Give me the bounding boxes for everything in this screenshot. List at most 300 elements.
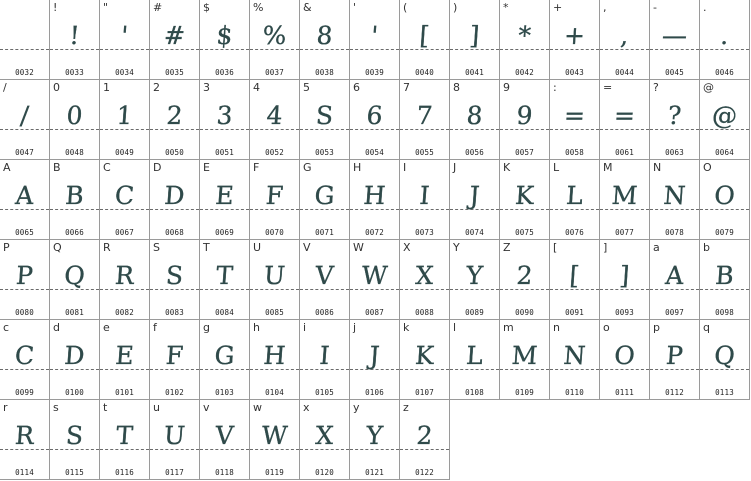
cell-char-label: 3 [203,81,210,94]
glyph-cell-0049[interactable] [100,80,150,160]
glyph-cell-0102[interactable] [150,320,200,400]
cell-char-label: 6 [353,81,360,94]
glyph-cell-0032[interactable] [0,0,50,80]
glyph-sample: # [163,21,187,50]
char-code-label: 0122 [415,468,434,477]
glyph-cell-0075[interactable] [500,160,550,240]
char-code-label: 0090 [515,308,534,317]
glyph-cell-0085[interactable] [250,240,300,320]
glyph-cell-0082[interactable] [100,240,150,320]
glyph-cell-0033[interactable] [50,0,100,80]
cell-char-label: o [603,321,610,334]
glyph-cell-0107[interactable] [400,320,450,400]
char-code-label: 0076 [565,228,584,237]
glyph-cell-0110[interactable] [550,320,600,400]
cell-char-label: [ [553,241,558,254]
glyph-sample: T [215,261,234,290]
glyph-sample: 3 [215,101,234,130]
char-code-label: 0087 [365,308,384,317]
glyph-cell-0093[interactable] [600,240,650,320]
glyph-cell-0054[interactable] [350,80,400,160]
glyph-sample: $ [215,21,234,50]
glyph-cell-0063[interactable] [650,80,700,160]
cell-char-label: w [253,401,262,414]
glyph-sample: T [115,421,134,450]
char-code-label: 0040 [415,68,434,77]
cell-char-label: a [653,241,660,254]
glyph-cell-0100[interactable] [50,320,100,400]
glyph-cell-0121[interactable] [350,400,400,480]
cell-char-label: : [553,81,557,94]
char-code-label: 0058 [565,148,584,157]
cell-char-label: X [403,241,411,254]
glyph-cell-0051[interactable] [200,80,250,160]
cell-char-label: E [203,161,210,174]
char-code-label: 0106 [365,388,384,397]
char-code-label: 0109 [515,388,534,397]
cell-char-label: n [553,321,560,334]
glyph-cell-0083[interactable] [150,240,200,320]
char-code-label: 0053 [315,148,334,157]
char-code-label: 0069 [215,228,234,237]
char-code-label: 0112 [665,388,684,397]
cell-char-label: / [3,81,7,94]
cell-char-label: p [653,321,660,334]
glyph-cell-0089[interactable] [450,240,500,320]
cell-char-label: # [153,1,163,14]
glyph-cell-0035[interactable] [150,0,200,80]
char-code-label: 0091 [565,308,584,317]
char-code-label: 0110 [565,388,584,397]
char-code-label: 0086 [315,308,334,317]
cell-char-label: P [3,241,10,254]
glyph-sample: J [368,341,381,370]
glyph-sample: ] [618,261,631,290]
cell-char-label: h [253,321,260,334]
char-code-label: 0099 [15,388,34,397]
glyph-cell-0038[interactable] [300,0,350,80]
glyph-sample: S [314,101,335,130]
cell-char-label: 1 [103,81,110,94]
glyph-sample: 2 [415,421,434,450]
glyph-cell-0105[interactable] [300,320,350,400]
char-code-label: 0057 [515,148,534,157]
cell-char-label: B [53,161,61,174]
glyph-sample: K [514,181,535,210]
char-code-label: 0067 [115,228,134,237]
glyph-sample: U [262,261,287,290]
glyph-sample: L [465,341,484,370]
glyph-cell-0036[interactable] [200,0,250,80]
char-code-label: 0078 [665,228,684,237]
char-code-label: 0051 [215,148,234,157]
cell-char-label: c [3,321,10,334]
glyph-cell-0081[interactable] [50,240,100,320]
glyph-sample: S [64,421,85,450]
char-code-label: 0044 [615,68,634,77]
glyph-cell-0041[interactable] [450,0,500,80]
glyph-sample: = [613,101,637,130]
cell-char-label: u [153,401,160,414]
glyph-sample: P [15,261,34,290]
glyph-cell-0114[interactable] [0,400,50,480]
cell-char-label: C [103,161,111,174]
glyph-sample: 0 [65,101,84,130]
glyph-cell-0117[interactable] [150,400,200,480]
char-code-label: 0056 [465,148,484,157]
glyph-cell-0101[interactable] [100,320,150,400]
glyph-cell-0090[interactable] [500,240,550,320]
glyph-sample: V [214,421,235,450]
glyph-sample: E [214,181,235,210]
glyph-cell-0118[interactable] [200,400,250,480]
glyph-cell-0098[interactable] [700,240,750,320]
char-code-label: 0073 [415,228,434,237]
cell-char-label: ' [353,1,357,14]
glyph-cell-0109[interactable] [500,320,550,400]
cell-char-label: ( [403,1,408,14]
char-code-label: 0034 [115,68,134,77]
glyph-sample: ? [666,101,683,130]
glyph-cell-0070[interactable] [250,160,300,240]
cell-char-label: & [303,1,312,14]
cell-char-label: K [503,161,511,174]
glyph-sample: Y [465,261,484,290]
char-code-label: 0105 [315,388,334,397]
glyph-cell-0076[interactable] [550,160,600,240]
glyph-cell-0058[interactable] [550,80,600,160]
glyph-cell-0104[interactable] [250,320,300,400]
char-code-label: 0054 [365,148,384,157]
cell-char-label: s [53,401,59,414]
glyph-sample: @ [711,101,739,130]
glyph-sample: , [619,21,630,50]
cell-char-label: Y [453,241,460,254]
glyph-sample: V [314,261,335,290]
cell-char-label: m [503,321,514,334]
char-code-label: 0033 [65,68,84,77]
glyph-sample: % [261,21,288,50]
glyph-sample: C [13,341,36,370]
cell-char-label: $ [203,1,210,14]
glyph-sample: L [565,181,584,210]
glyph-sample: 2 [165,101,184,130]
glyph-cell-0077[interactable] [600,160,650,240]
glyph-cell-0045[interactable] [650,0,700,80]
glyph-cell-0037[interactable] [250,0,300,80]
glyph-sample: 8 [465,101,484,130]
cell-char-label: q [703,321,710,334]
glyph-cell-0078[interactable] [650,160,700,240]
cell-char-label: b [703,241,710,254]
cell-char-label: t [103,401,108,414]
cell-char-label: I [403,161,407,174]
cell-char-label: D [153,161,162,174]
glyph-sample: M [610,181,639,210]
glyph-sample: Y [365,421,384,450]
char-code-label: 0111 [615,388,634,397]
glyph-sample: H [362,181,387,210]
char-code-label: 0077 [615,228,634,237]
glyph-cell-0103[interactable] [200,320,250,400]
char-code-label: 0052 [265,148,284,157]
glyph-sample: [ [418,21,431,50]
cell-char-label: f [153,321,157,334]
cell-char-label: G [303,161,312,174]
char-code-label: 0089 [465,308,484,317]
glyph-cell-0066[interactable] [50,160,100,240]
char-code-label: 0075 [515,228,534,237]
cell-char-label: ) [453,1,458,14]
glyph-cell-0115[interactable] [50,400,100,480]
glyph-cell-0050[interactable] [150,80,200,160]
glyph-cell-0068[interactable] [150,160,200,240]
glyph-cell-0061[interactable] [600,80,650,160]
glyph-cell-0065[interactable] [0,160,50,240]
char-code-label: 0035 [165,68,184,77]
glyph-sample: D [63,341,86,370]
char-code-label: 0079 [715,228,734,237]
char-code-label: 0080 [15,308,34,317]
glyph-sample: R [14,421,35,450]
glyph-sample: ] [468,21,481,50]
glyph-cell-0073[interactable] [400,160,450,240]
cell-char-label: Q [53,241,62,254]
cell-char-label: , [603,1,607,14]
glyph-cell-0047[interactable] [0,80,50,160]
char-code-label: 0104 [265,388,284,397]
glyph-cell-0113[interactable] [700,320,750,400]
cell-char-label: @ [703,81,714,94]
cell-char-label: 7 [403,81,410,94]
cell-char-label: x [303,401,310,414]
char-code-label: 0042 [515,68,534,77]
glyph-sample: F [164,341,185,370]
glyph-cell-0086[interactable] [300,240,350,320]
glyph-cell-0119[interactable] [250,400,300,480]
glyph-sample: ! [68,21,81,50]
char-code-label: 0072 [365,228,384,237]
cell-char-label: 2 [153,81,160,94]
char-code-label: 0038 [315,68,334,77]
glyph-sample: N [562,341,587,370]
glyph-sample: . [719,21,730,50]
cell-char-label: T [203,241,210,254]
char-code-label: 0116 [115,468,134,477]
glyph-sample: K [414,341,435,370]
cell-char-label: j [353,321,357,334]
cell-char-label: L [553,161,560,174]
cell-char-label: W [353,241,364,254]
char-code-label: 0082 [115,308,134,317]
glyph-cell-0056[interactable] [450,80,500,160]
glyph-cell-0122[interactable] [400,400,450,480]
cell-char-label: 8 [453,81,460,94]
char-code-label: 0055 [415,148,434,157]
char-code-label: 0032 [15,68,34,77]
cell-char-label: . [703,1,707,14]
glyph-sample: 1 [115,101,134,130]
char-code-label: 0041 [465,68,484,77]
cell-char-label: R [103,241,111,254]
glyph-sample: B [714,261,735,290]
char-code-label: 0045 [665,68,684,77]
char-code-label: 0108 [465,388,484,397]
char-code-label: 0061 [615,148,634,157]
cell-char-label: y [353,401,360,414]
char-code-label: 0114 [15,468,34,477]
glyph-sample: 8 [315,21,334,50]
glyph-cell-0052[interactable] [250,80,300,160]
glyph-cell-0120[interactable] [300,400,350,480]
glyph-sample: A [664,261,685,290]
glyph-sample: [ [568,261,581,290]
char-code-label: 0121 [365,468,384,477]
glyph-sample: R [114,261,135,290]
glyph-cell-0108[interactable] [450,320,500,400]
glyph-cell-0116[interactable] [100,400,150,480]
char-code-label: 0043 [565,68,584,77]
glyph-sample: Q [713,341,736,370]
glyph-cell-0057[interactable] [500,80,550,160]
glyph-cell-0064[interactable] [700,80,750,160]
glyph-sample: N [662,181,687,210]
glyph-sample: ' [120,21,129,50]
glyph-sample: C [113,181,136,210]
glyph-sample: + [563,21,587,50]
char-code-label: 0039 [365,68,384,77]
glyph-cell-0097[interactable] [650,240,700,320]
glyph-cell-0071[interactable] [300,160,350,240]
cell-char-label: ? [653,81,659,94]
cell-char-label: - [653,1,657,14]
glyph-sample: M [510,341,539,370]
char-code-label: 0102 [165,388,184,397]
glyph-cell-0072[interactable] [350,160,400,240]
glyph-cell-0044[interactable] [600,0,650,80]
glyph-cell-0079[interactable] [700,160,750,240]
char-code-label: 0120 [315,468,334,477]
cell-char-label: r [3,401,8,414]
glyph-sample: X [414,261,435,290]
char-code-label: 0088 [415,308,434,317]
glyph-sample: B [64,181,85,210]
glyph-cell-0039[interactable] [350,0,400,80]
glyph-sample: 7 [415,101,434,130]
cell-char-label: + [553,1,563,14]
char-code-label: 0047 [15,148,34,157]
cell-char-label: H [353,161,362,174]
char-code-label: 0070 [265,228,284,237]
glyph-cell-0034[interactable] [100,0,150,80]
glyph-sample: P [665,341,684,370]
glyph-cell-0112[interactable] [650,320,700,400]
glyph-sample: 4 [265,101,284,130]
cell-char-label: * [503,1,509,14]
cell-char-label: S [153,241,160,254]
glyph-cell-0055[interactable] [400,80,450,160]
glyph-sample: S [164,261,185,290]
glyph-cell-0067[interactable] [100,160,150,240]
glyph-cell-0053[interactable] [300,80,350,160]
cell-char-label: V [303,241,311,254]
glyph-sample: = [563,101,587,130]
cell-char-label: e [103,321,110,334]
char-code-label: 0074 [465,228,484,237]
glyph-cell-0043[interactable] [550,0,600,80]
char-code-label: 0115 [65,468,84,477]
glyph-sample: D [163,181,186,210]
cell-char-label: M [603,161,613,174]
char-code-label: 0068 [165,228,184,237]
glyph-cell-0048[interactable] [50,80,100,160]
cell-char-label: % [253,1,264,14]
glyph-sample: — [661,21,689,50]
cell-char-label: J [453,161,457,174]
glyph-sample: I [418,181,431,210]
glyph-cell-0042[interactable] [500,0,550,80]
char-code-label: 0084 [215,308,234,317]
char-code-label: 0117 [165,468,184,477]
cell-char-label: ] [603,241,608,254]
char-code-label: 0101 [115,388,134,397]
cell-char-label: 4 [253,81,260,94]
glyph-sample: G [313,181,336,210]
char-code-label: 0046 [715,68,734,77]
glyph-cell-0069[interactable] [200,160,250,240]
glyph-cell-0106[interactable] [350,320,400,400]
glyph-sample: H [262,341,287,370]
glyph-cell-0099[interactable] [0,320,50,400]
glyph-cell-0091[interactable] [550,240,600,320]
glyph-sample: G [213,341,236,370]
glyph-sample: E [114,341,135,370]
glyph-sample: A [14,181,35,210]
cell-char-label: N [653,161,662,174]
glyph-cell-0087[interactable] [350,240,400,320]
glyph-cell-0080[interactable] [0,240,50,320]
glyph-cell-0111[interactable] [600,320,650,400]
char-code-label: 0048 [65,148,84,157]
glyph-cell-0074[interactable] [450,160,500,240]
glyph-sample: J [468,181,481,210]
glyph-sample: * [517,21,532,50]
glyph-sample: 6 [365,101,384,130]
cell-char-label: " [103,1,109,14]
glyph-sample: O [713,181,736,210]
cell-char-label: A [3,161,11,174]
char-code-label: 0100 [65,388,84,397]
glyph-cell-0088[interactable] [400,240,450,320]
char-code-label: 0064 [715,148,734,157]
glyph-cell-0040[interactable] [400,0,450,80]
char-code-label: 0050 [165,148,184,157]
cell-char-label: 9 [503,81,510,94]
cell-char-label: v [203,401,210,414]
glyph-sample: W [360,261,389,290]
char-code-label: 0049 [115,148,134,157]
glyph-cell-0084[interactable] [200,240,250,320]
cell-char-label: i [303,321,307,334]
cell-char-label: U [253,241,262,254]
cell-char-label: z [403,401,409,414]
cell-char-label: 5 [303,81,310,94]
glyph-cell-0046[interactable] [700,0,750,80]
glyph-sample: ' [370,21,379,50]
char-code-label: 0071 [315,228,334,237]
glyph-sample: 2 [515,261,534,290]
cell-char-label: F [253,161,260,174]
